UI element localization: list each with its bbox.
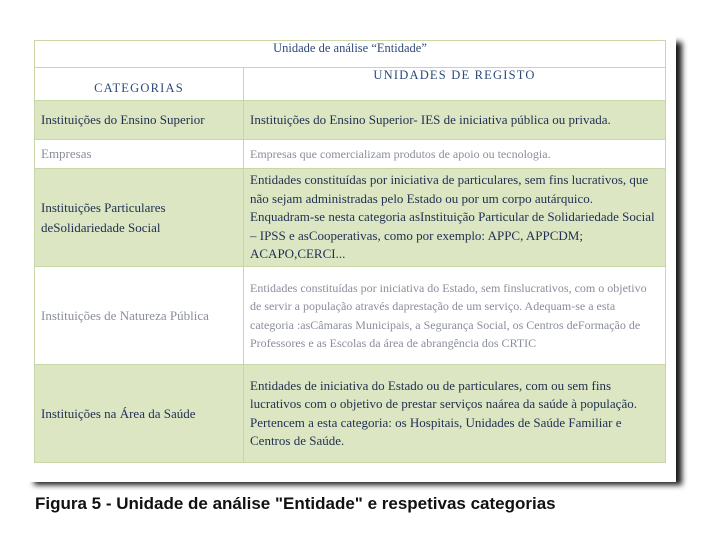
definition-cell: Empresas que comercializam produtos de apoio ou tecnologia. [244,140,666,169]
table-row [35,365,666,463]
definition-paragraph: Entidades de iniciativa do Estado ou de particulares, com ou sem fins lucrativos com o objetivo de prestar serviços naárea da saúde à população. [250,377,637,411]
table-card [20,28,676,482]
figure-caption: Figura 5 - Unidade de análise "Entidade" e respetivas categorias [35,494,556,513]
definition-cell: Instituições do Ensino Superior- IES de iniciativa pública ou privada. [244,101,666,140]
category-cell: Instituições de Natureza Pública [35,267,244,365]
category-line: Instituições Particulares [41,199,166,215]
definition-cell [244,365,666,463]
table-row [35,267,666,365]
category-cell: Instituições na Área da Saúde [35,365,244,463]
table-row [35,140,666,169]
header-unidades-de-registo: UNIDADES DE REGISTO [244,68,666,101]
category-line: deSolidariedade Social [41,219,161,235]
definition-cell: Entidades constituídas por iniciativa do Estado, sem finslucrativos, com o objetivo de servir a população através daprestação de um serviço. Adequam-se a esta categoria :asCâmaras Municipais, a Segurança Social, os Centros deFormação de Professores e as Escolas da área de abrangência dos CRTIC [244,267,666,365]
definition-paragraph: Pertencem a esta categoria: os Hospitais, Unidades de Saúde Familiar e Centros de Saúde. [250,414,622,448]
category-cell: Instituições do Ensino Superior [35,101,244,140]
category-cell [35,169,244,267]
category-cell: Empresas [35,140,244,169]
table-row [35,169,666,267]
entity-table [34,40,666,463]
table-title: Unidade de análise “Entidade” [35,41,666,68]
definition-cell: Entidades constituídas por iniciativa de particulares, sem fins lucrativos, que não sejam administradas pelo Estado ou por um corpo autárquico. Enquadram-se nesta categoria asInstituição Particular de Solidariedade Social – IPSS e asCooperativas, como por exemplo: APPC, APPCDM; ACAPO,CERCI... [244,169,666,267]
header-categorias: CATEGORIAS [35,68,244,101]
table-row [35,101,666,140]
